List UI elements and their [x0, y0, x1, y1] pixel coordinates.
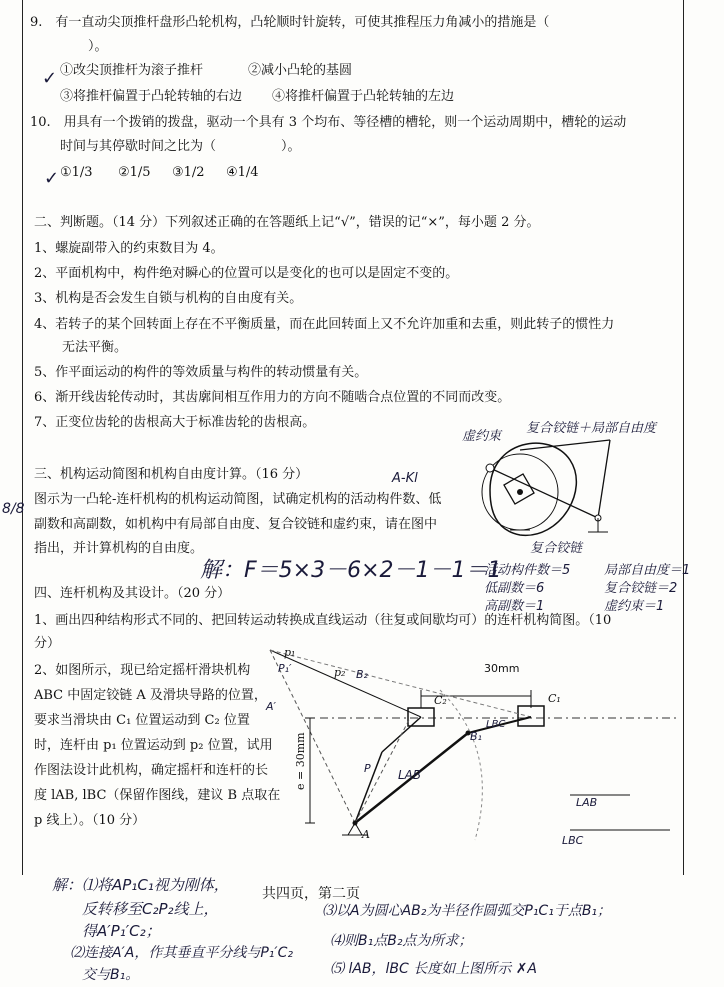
q10-check-mark: ✓	[44, 168, 60, 189]
label-lab-link: LAB	[398, 768, 422, 782]
solution-step-1b: 反转移至C₂P₂线上，	[82, 900, 219, 918]
solution-step-3: ⑶以A为圆心AB₂为半径作圆弧交P₁C₁于点B₁；	[322, 903, 612, 919]
section3-para-2: 副数和高副数，如机构中有局部自由度、复合铰链和虚约束，请在图中	[34, 517, 438, 532]
section3-title: 三、机构运动简图和机构自由度计算。（16 分）	[34, 467, 309, 482]
label-p1: p₁	[284, 646, 296, 659]
label-p1-prime: P₁′	[278, 662, 292, 675]
judge-item-4-cont: 无法平衡。	[62, 340, 128, 355]
annot-compound-hinge-bottom: 复合铰链	[530, 541, 583, 556]
label-c2: C₂	[434, 694, 447, 707]
q9-stem: 9. 有一直动尖顶推杆盘形凸轮机构，凸轮顺时针旋转，可使其推程压力角减小的措施是（	[30, 15, 550, 30]
count-lower-pairs: 低副数＝6	[484, 581, 545, 596]
section4-q2-line-3: 要求当滑块由 C₁ 位置运动到 C₂ 位置	[34, 713, 250, 728]
annot-compound-hinge-top: 复合铰链＋局部自由度	[526, 421, 657, 436]
label-b2: B₂	[356, 668, 368, 681]
dof-solution: 解：F＝5×3－6×2－1－1＝1	[200, 558, 502, 583]
count-compound-hinge: 复合铰链＝2	[604, 581, 678, 596]
section4-q2-line-2: ABC 中固定铰链 A 及滑块导路的位置，	[34, 688, 267, 703]
count-higher-pairs: 高副数＝1	[484, 599, 545, 614]
section3-para-3: 指出，并计算机构的自由度。	[34, 541, 204, 556]
dim-30mm-top: 30mm	[484, 662, 520, 675]
solution-step-1c: 得A′P₁′C₂；	[82, 922, 161, 940]
section4-q2-line-4: 时，连杆由 p₁ 位置运动到 p₂ 位置，试用	[34, 738, 273, 753]
q9-stem-end: ）。	[88, 39, 108, 54]
q10-option-3: ③1/2	[172, 165, 205, 180]
solution-step-2: ⑵连接A′A，作其垂直平分线与P₁′C₂	[70, 945, 293, 961]
q10-option-4: ④1/4	[226, 165, 259, 180]
judge-item-5: 5、作平面运动的构件的等效质量与构件的转动惯量有关。	[34, 365, 368, 380]
label-a: A	[362, 828, 370, 841]
solution-step-4: ⑷则B₁点B₂点为所求；	[330, 933, 473, 949]
judge-item-4: 4、若转子的某个回转面上存在不平衡质量，而在此回转面上又不允许加重和去重，则此转子的惯性力	[34, 317, 615, 332]
section4-q2-line-6: 度 lAB, lBC（保留作图线，建议 B 点取在	[34, 788, 281, 803]
label-lbc-link: LBC	[486, 719, 506, 730]
q10-option-1: ①1/3	[60, 165, 93, 180]
section3-para-1: 图示为一凸轮-连杆机构的机构运动简图，试确定机构的活动构件数、低	[34, 492, 442, 507]
label-lbc-length: LBC	[562, 834, 584, 847]
count-movable: 活动构件数＝5	[484, 563, 571, 578]
section4-q2-line-1: 2、如图所示，现已给定摇杆滑块机构	[34, 663, 251, 678]
annot-ab-mark: A-Kl	[392, 471, 418, 486]
solution-step-1: 解：⑴将AP₁C₁视为刚体，	[52, 876, 229, 894]
judge-item-7: 7、正变位齿轮的齿根高大于标准齿轮的齿根高。	[34, 415, 316, 430]
section4-q2-line-7: p 线上）。（10 分）	[34, 813, 146, 828]
section2-title: 二、判断题。（14 分）下列叙述正确的在答题纸上记“√”，错误的记“×”，每小题 2 分。	[34, 215, 540, 230]
count-virtual: 虚约束＝1	[604, 599, 665, 614]
section4-title: 四、连杆机构及其设计。（20 分）	[34, 586, 231, 601]
section4-q2-line-5: 作图法设计此机构，确定摇杆和连杆的长	[34, 763, 269, 778]
annot-virtual-constraint: 虚约束	[462, 429, 502, 444]
page-footer: 共四页，第二页	[262, 886, 360, 902]
q9-check-mark: ✓	[42, 68, 58, 89]
solution-step-5: ⑸ lAB，lBC 长度如上图所示 ✗A	[330, 961, 537, 977]
judge-item-6: 6、渐开线齿轮传动时，其齿廓间相互作用力的方向不随啮合点位置的不同而改变。	[34, 390, 511, 405]
section4-q1-b: 分）	[34, 636, 61, 651]
judge-item-2: 2、平面机构中，构件绝对瞬心的位置可以是变化的也可以是固定不变的。	[34, 266, 459, 281]
dim-30mm-side: e = 30mm	[294, 732, 307, 790]
count-local-dof: 局部自由度＝1	[604, 563, 691, 578]
label-lab-length: LAB	[576, 796, 598, 809]
page-frame-left	[22, 0, 23, 875]
label-a-prime: A′	[266, 700, 277, 713]
q9-option-4: ④将推杆偏置于凸轮转轴的左边	[272, 89, 455, 104]
q10-option-2: ②1/5	[118, 165, 151, 180]
solution-step-2b: 交与B₁。	[82, 967, 140, 983]
q9-option-2: ②减小凸轮的基圆	[248, 63, 353, 78]
section4-q1-a: 1、画出四种结构形式不同的、把回转运动转换成直线运动（往复或间歇均可）的连杆机构简图。（10	[34, 613, 612, 628]
label-c1: C₁	[548, 692, 561, 705]
label-p2: p₂	[334, 666, 346, 679]
q10-stem-1: 10. 用具有一个拨销的拨盘，驱动一个具有 3 个均布、等径槽的槽轮，则一个运动周期中，槽轮的运动	[30, 115, 627, 130]
score-mark: 8/8	[2, 501, 25, 517]
label-b1: B₁	[470, 730, 482, 743]
q10-stem-2: 时间与其停歇时间之比为（ ）。	[60, 139, 301, 154]
judge-item-1: 1、螺旋副带入的约束数目为 4。	[34, 241, 224, 256]
label-p: P	[364, 762, 371, 775]
judge-item-3: 3、机构是否会发生自锁与机构的自由度有关。	[34, 291, 303, 306]
q9-option-3: ③将推杆偏置于凸轮转轴的右边	[60, 89, 243, 104]
q9-option-1: ①改尖顶推杆为滚子推杆	[60, 63, 204, 78]
